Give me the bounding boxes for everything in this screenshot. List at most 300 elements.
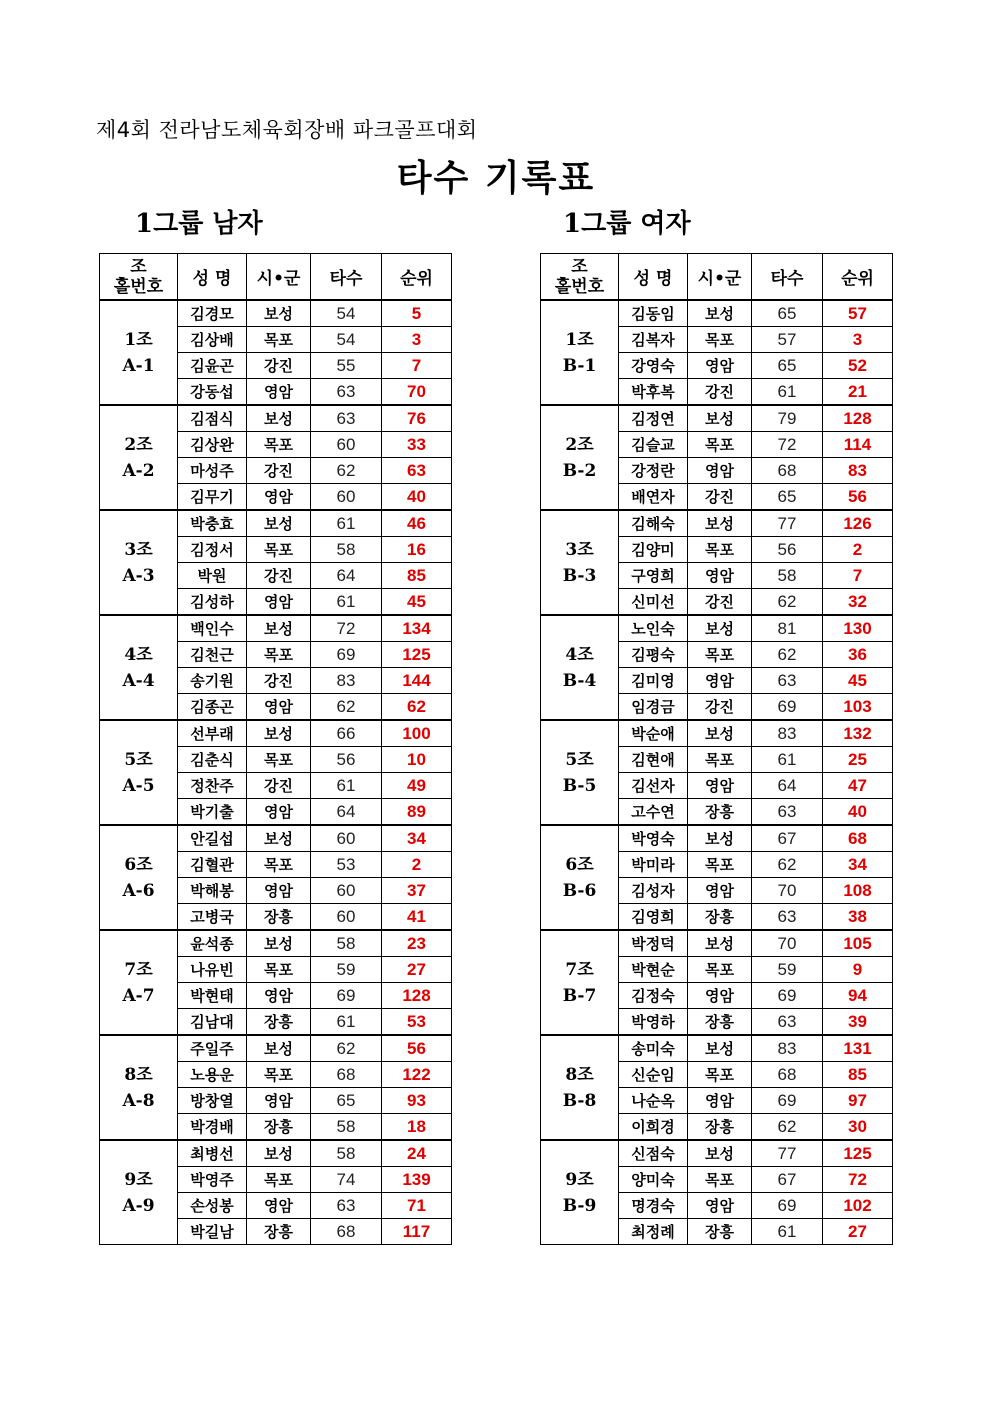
player-name-cell: 박영하 [619, 1009, 688, 1036]
city-cell: 보성 [247, 720, 311, 747]
women-group-title: 1그룹 여자 [563, 209, 691, 239]
city-header: 시•군 [247, 254, 311, 301]
city-cell: 장흥 [247, 1009, 311, 1036]
strokes-cell: 61 [311, 773, 382, 799]
city-cell: 영암 [688, 878, 752, 904]
city-cell: 목포 [688, 957, 752, 983]
strokes-cell: 67 [752, 825, 823, 852]
strokes-cell: 70 [752, 930, 823, 957]
city-cell: 보성 [688, 825, 752, 852]
group-label: 8조 [124, 1064, 153, 1085]
strokes-cell: 54 [311, 327, 382, 353]
rank-cell: 27 [823, 1219, 893, 1245]
player-name-cell: 박충효 [178, 510, 247, 537]
city-cell: 강진 [247, 773, 311, 799]
player-name-cell: 박길남 [178, 1219, 247, 1245]
rank-cell: 68 [823, 825, 893, 852]
rank-cell: 93 [382, 1088, 452, 1114]
rank-cell: 38 [823, 904, 893, 931]
rank-cell: 132 [823, 720, 893, 747]
player-name-cell: 김양미 [619, 537, 688, 563]
strokes-cell: 65 [752, 353, 823, 379]
rank-cell: 114 [823, 432, 893, 458]
hole-label: A-6 [122, 880, 155, 901]
hole-label: B-2 [562, 460, 597, 481]
city-cell: 강진 [247, 458, 311, 484]
player-name-cell: 박순애 [619, 720, 688, 747]
strokes-cell: 83 [752, 1035, 823, 1062]
women-score-table [540, 253, 893, 1245]
strokes-cell: 83 [752, 720, 823, 747]
player-name-cell: 박현순 [619, 957, 688, 983]
table-row [541, 615, 893, 642]
hole-label: B-7 [562, 985, 597, 1006]
group-cell [541, 510, 619, 615]
group-label: 6조 [124, 854, 153, 875]
rank-cell: 34 [823, 852, 893, 878]
player-name-cell: 신점숙 [619, 1140, 688, 1167]
rank-cell: 139 [382, 1167, 452, 1193]
player-name-cell: 마성주 [178, 458, 247, 484]
city-cell: 영암 [247, 379, 311, 406]
city-cell: 영암 [247, 694, 311, 721]
city-cell: 보성 [247, 825, 311, 852]
player-name-cell: 김경모 [178, 300, 247, 327]
strokes-cell: 69 [752, 1088, 823, 1114]
city-cell: 영암 [247, 484, 311, 511]
player-name-cell: 강정란 [619, 458, 688, 484]
men-score-table [99, 253, 452, 1245]
rank-cell: 56 [382, 1035, 452, 1062]
strokes-cell: 54 [311, 300, 382, 327]
city-header: 시•군 [688, 254, 752, 301]
city-cell: 영암 [247, 799, 311, 826]
rank-cell: 94 [823, 983, 893, 1009]
strokes-cell: 83 [311, 668, 382, 694]
name-header: 성 명 [178, 254, 247, 301]
rank-cell: 24 [382, 1140, 452, 1167]
strokes-cell: 63 [752, 668, 823, 694]
group-cell [100, 300, 178, 405]
player-name-cell: 주일주 [178, 1035, 247, 1062]
strokes-cell: 74 [311, 1167, 382, 1193]
rank-cell: 89 [382, 799, 452, 826]
table-row [100, 1035, 452, 1062]
player-name-cell: 김상완 [178, 432, 247, 458]
player-name-cell: 김영희 [619, 904, 688, 931]
strokes-cell: 63 [311, 379, 382, 406]
strokes-cell: 68 [752, 1062, 823, 1088]
rank-cell: 30 [823, 1114, 893, 1141]
city-cell: 장흥 [247, 1114, 311, 1141]
city-cell: 목포 [688, 327, 752, 353]
strokes-cell: 58 [311, 1114, 382, 1141]
group-hole-header [541, 254, 619, 301]
group-cell [100, 1035, 178, 1140]
city-cell: 영암 [247, 589, 311, 616]
rank-cell: 97 [823, 1088, 893, 1114]
city-cell: 영암 [688, 563, 752, 589]
strokes-cell: 60 [311, 825, 382, 852]
rank-cell: 70 [382, 379, 452, 406]
table-row [541, 300, 893, 327]
city-cell: 목포 [247, 747, 311, 773]
group-header-label: 조 [571, 256, 588, 277]
city-cell: 장흥 [247, 1219, 311, 1245]
strokes-cell: 56 [752, 537, 823, 563]
strokes-cell: 57 [752, 327, 823, 353]
city-cell: 보성 [247, 300, 311, 327]
player-name-cell: 박원 [178, 563, 247, 589]
strokes-cell: 68 [311, 1062, 382, 1088]
city-cell: 영암 [688, 773, 752, 799]
rank-cell: 125 [382, 642, 452, 668]
strokes-cell: 77 [752, 1140, 823, 1167]
strokes-cell: 65 [752, 300, 823, 327]
strokes-cell: 64 [311, 799, 382, 826]
player-name-cell: 김혈관 [178, 852, 247, 878]
group-label: 2조 [124, 434, 153, 455]
city-cell: 강진 [688, 694, 752, 721]
strokes-cell: 58 [311, 930, 382, 957]
city-cell: 보성 [688, 1035, 752, 1062]
hole-label: A-8 [122, 1090, 155, 1111]
player-name-cell: 백인수 [178, 615, 247, 642]
rank-cell: 56 [823, 484, 893, 511]
player-name-cell: 박영숙 [619, 825, 688, 852]
city-cell: 영암 [688, 1088, 752, 1114]
strokes-cell: 62 [311, 458, 382, 484]
strokes-cell: 59 [311, 957, 382, 983]
strokes-cell: 60 [311, 904, 382, 931]
rank-header: 순위 [382, 254, 452, 301]
group-label: 8조 [565, 1064, 594, 1085]
city-cell: 장흥 [688, 1114, 752, 1141]
city-cell: 강진 [688, 379, 752, 406]
player-name-cell: 신미선 [619, 589, 688, 616]
player-name-cell: 김남대 [178, 1009, 247, 1036]
player-name-cell: 박영주 [178, 1167, 247, 1193]
strokes-cell: 60 [311, 432, 382, 458]
rank-cell: 52 [823, 353, 893, 379]
player-name-cell: 노인숙 [619, 615, 688, 642]
group-cell [100, 930, 178, 1035]
hole-label: A-4 [122, 670, 155, 691]
city-cell: 목포 [247, 432, 311, 458]
rank-cell: 36 [823, 642, 893, 668]
player-name-cell: 김미영 [619, 668, 688, 694]
city-cell: 목포 [247, 1167, 311, 1193]
rank-cell: 134 [382, 615, 452, 642]
city-cell: 영암 [688, 458, 752, 484]
group-label: 1조 [124, 329, 153, 350]
city-cell: 강진 [688, 484, 752, 511]
player-name-cell: 김상배 [178, 327, 247, 353]
rank-cell: 10 [382, 747, 452, 773]
strokes-cell: 66 [311, 720, 382, 747]
rank-cell: 34 [382, 825, 452, 852]
strokes-cell: 63 [311, 405, 382, 432]
player-name-cell: 김춘식 [178, 747, 247, 773]
player-name-cell: 강동섭 [178, 379, 247, 406]
strokes-cell: 65 [311, 1088, 382, 1114]
rank-cell: 128 [382, 983, 452, 1009]
rank-cell: 125 [823, 1140, 893, 1167]
city-cell: 영암 [247, 1088, 311, 1114]
rank-cell: 103 [823, 694, 893, 721]
player-name-cell: 김슬교 [619, 432, 688, 458]
group-cell [100, 615, 178, 720]
rank-cell: 108 [823, 878, 893, 904]
strokes-header: 타수 [311, 254, 382, 301]
group-label: 2조 [565, 434, 594, 455]
table-row [541, 405, 893, 432]
player-name-cell: 방창열 [178, 1088, 247, 1114]
city-cell: 보성 [247, 930, 311, 957]
player-name-cell: 정찬주 [178, 773, 247, 799]
hole-label: B-1 [562, 355, 597, 376]
strokes-cell: 69 [752, 983, 823, 1009]
strokes-cell: 59 [752, 957, 823, 983]
rank-cell: 71 [382, 1193, 452, 1219]
rank-cell: 76 [382, 405, 452, 432]
player-name-cell: 김점식 [178, 405, 247, 432]
city-cell: 보성 [247, 615, 311, 642]
strokes-cell: 61 [752, 1219, 823, 1245]
city-cell: 목포 [247, 1062, 311, 1088]
rank-cell: 130 [823, 615, 893, 642]
city-cell: 장흥 [688, 1009, 752, 1036]
strokes-cell: 60 [311, 484, 382, 511]
rank-cell: 23 [382, 930, 452, 957]
rank-cell: 41 [382, 904, 452, 931]
strokes-cell: 70 [752, 878, 823, 904]
city-cell: 목포 [688, 537, 752, 563]
group-cell [541, 720, 619, 825]
player-name-cell: 김정연 [619, 405, 688, 432]
group-hole-header [100, 254, 178, 301]
city-cell: 보성 [247, 405, 311, 432]
strokes-cell: 61 [752, 379, 823, 406]
group-label: 7조 [124, 959, 153, 980]
group-cell [541, 300, 619, 405]
group-cell [541, 825, 619, 930]
city-cell: 강진 [247, 668, 311, 694]
player-name-cell: 선부래 [178, 720, 247, 747]
player-name-cell: 박미라 [619, 852, 688, 878]
table-row [541, 825, 893, 852]
rank-cell: 3 [382, 327, 452, 353]
city-cell: 영암 [688, 983, 752, 1009]
hole-label: A-1 [122, 355, 155, 376]
hole-label: B-9 [562, 1195, 597, 1216]
table-row [100, 300, 452, 327]
group-cell [100, 720, 178, 825]
strokes-cell: 81 [752, 615, 823, 642]
player-name-cell: 이희경 [619, 1114, 688, 1141]
player-name-cell: 김성자 [619, 878, 688, 904]
rank-cell: 37 [382, 878, 452, 904]
city-cell: 목포 [247, 957, 311, 983]
strokes-cell: 61 [311, 589, 382, 616]
women-table-body [541, 300, 893, 1245]
rank-cell: 117 [382, 1219, 452, 1245]
hole-label: A-5 [122, 775, 155, 796]
rank-cell: 9 [823, 957, 893, 983]
player-name-cell: 노용운 [178, 1062, 247, 1088]
player-name-cell: 박해봉 [178, 878, 247, 904]
rank-cell: 105 [823, 930, 893, 957]
strokes-cell: 77 [752, 510, 823, 537]
player-name-cell: 김성하 [178, 589, 247, 616]
table-row [100, 510, 452, 537]
city-cell: 장흥 [688, 1219, 752, 1245]
player-name-cell: 최병선 [178, 1140, 247, 1167]
strokes-cell: 62 [752, 852, 823, 878]
player-name-cell: 김동임 [619, 300, 688, 327]
strokes-cell: 62 [311, 1035, 382, 1062]
strokes-cell: 72 [752, 432, 823, 458]
strokes-cell: 63 [752, 799, 823, 826]
city-cell: 보성 [688, 510, 752, 537]
city-cell: 영암 [688, 353, 752, 379]
player-name-cell: 윤석종 [178, 930, 247, 957]
city-cell: 보성 [247, 1140, 311, 1167]
player-name-cell: 신순임 [619, 1062, 688, 1088]
rank-cell: 100 [382, 720, 452, 747]
strokes-cell: 68 [311, 1219, 382, 1245]
player-name-cell: 박후복 [619, 379, 688, 406]
strokes-cell: 61 [311, 1009, 382, 1036]
strokes-cell: 58 [752, 563, 823, 589]
name-header: 성 명 [619, 254, 688, 301]
player-name-cell: 최정례 [619, 1219, 688, 1245]
city-cell: 영암 [247, 1193, 311, 1219]
rank-cell: 49 [382, 773, 452, 799]
city-cell: 목포 [688, 747, 752, 773]
strokes-cell: 61 [752, 747, 823, 773]
player-name-cell: 고병국 [178, 904, 247, 931]
strokes-cell: 64 [752, 773, 823, 799]
player-name-cell: 안길섭 [178, 825, 247, 852]
men-group-title: 1그룹 남자 [135, 209, 263, 239]
city-cell: 장흥 [688, 799, 752, 826]
group-cell [541, 615, 619, 720]
player-name-cell: 명경숙 [619, 1193, 688, 1219]
strokes-cell: 79 [752, 405, 823, 432]
group-label: 6조 [565, 854, 594, 875]
hole-label: A-9 [122, 1195, 155, 1216]
city-cell: 목포 [247, 537, 311, 563]
city-cell: 영암 [247, 878, 311, 904]
city-cell: 강진 [247, 563, 311, 589]
group-label: 3조 [565, 539, 594, 560]
hole-label: B-8 [562, 1090, 597, 1111]
rank-cell: 128 [823, 405, 893, 432]
table-row [100, 1140, 452, 1167]
city-cell: 영암 [247, 983, 311, 1009]
strokes-cell: 68 [752, 458, 823, 484]
rank-cell: 144 [382, 668, 452, 694]
city-cell: 목포 [688, 642, 752, 668]
group-cell [541, 1140, 619, 1245]
city-cell: 강진 [688, 589, 752, 616]
group-label: 3조 [124, 539, 153, 560]
city-cell: 목포 [688, 1062, 752, 1088]
rank-cell: 131 [823, 1035, 893, 1062]
rank-cell: 40 [823, 799, 893, 826]
strokes-cell: 62 [752, 589, 823, 616]
city-cell: 목포 [688, 852, 752, 878]
hole-label: A-3 [122, 565, 155, 586]
group-label: 1조 [565, 329, 594, 350]
rank-cell: 39 [823, 1009, 893, 1036]
hole-label: B-5 [562, 775, 597, 796]
rank-cell: 32 [823, 589, 893, 616]
rank-cell: 7 [382, 353, 452, 379]
city-cell: 보성 [688, 930, 752, 957]
player-name-cell: 임경금 [619, 694, 688, 721]
rank-cell: 72 [823, 1167, 893, 1193]
strokes-cell: 67 [752, 1167, 823, 1193]
table-row [541, 720, 893, 747]
rank-cell: 102 [823, 1193, 893, 1219]
player-name-cell: 박경배 [178, 1114, 247, 1141]
group-label: 9조 [124, 1169, 153, 1190]
rank-cell: 16 [382, 537, 452, 563]
city-cell: 장흥 [688, 904, 752, 931]
rank-cell: 57 [823, 300, 893, 327]
player-name-cell: 송기원 [178, 668, 247, 694]
rank-cell: 18 [382, 1114, 452, 1141]
strokes-cell: 69 [311, 642, 382, 668]
rank-cell: 25 [823, 747, 893, 773]
table-row [100, 720, 452, 747]
group-cell [100, 510, 178, 615]
rank-cell: 5 [382, 300, 452, 327]
rank-cell: 45 [382, 589, 452, 616]
city-cell: 보성 [247, 510, 311, 537]
strokes-cell: 55 [311, 353, 382, 379]
player-name-cell: 강영숙 [619, 353, 688, 379]
document-title: 타수 기록표 [396, 158, 596, 199]
city-cell: 보성 [688, 615, 752, 642]
group-label: 9조 [565, 1169, 594, 1190]
city-cell: 목포 [247, 642, 311, 668]
table-row [100, 930, 452, 957]
rank-cell: 2 [823, 537, 893, 563]
player-name-cell: 김천근 [178, 642, 247, 668]
strokes-cell: 63 [752, 904, 823, 931]
rank-cell: 33 [382, 432, 452, 458]
rank-cell: 3 [823, 327, 893, 353]
strokes-cell: 60 [311, 878, 382, 904]
city-cell: 보성 [688, 300, 752, 327]
table-row [100, 405, 452, 432]
rank-cell: 83 [823, 458, 893, 484]
hole-label: A-2 [122, 460, 155, 481]
strokes-cell: 62 [311, 694, 382, 721]
rank-header: 순위 [823, 254, 893, 301]
city-cell: 보성 [688, 1140, 752, 1167]
table-row [541, 1035, 893, 1062]
men-table-body [100, 300, 452, 1245]
strokes-cell: 53 [311, 852, 382, 878]
city-cell: 보성 [247, 1035, 311, 1062]
rank-cell: 21 [823, 379, 893, 406]
player-name-cell: 고수연 [619, 799, 688, 826]
rank-cell: 85 [823, 1062, 893, 1088]
